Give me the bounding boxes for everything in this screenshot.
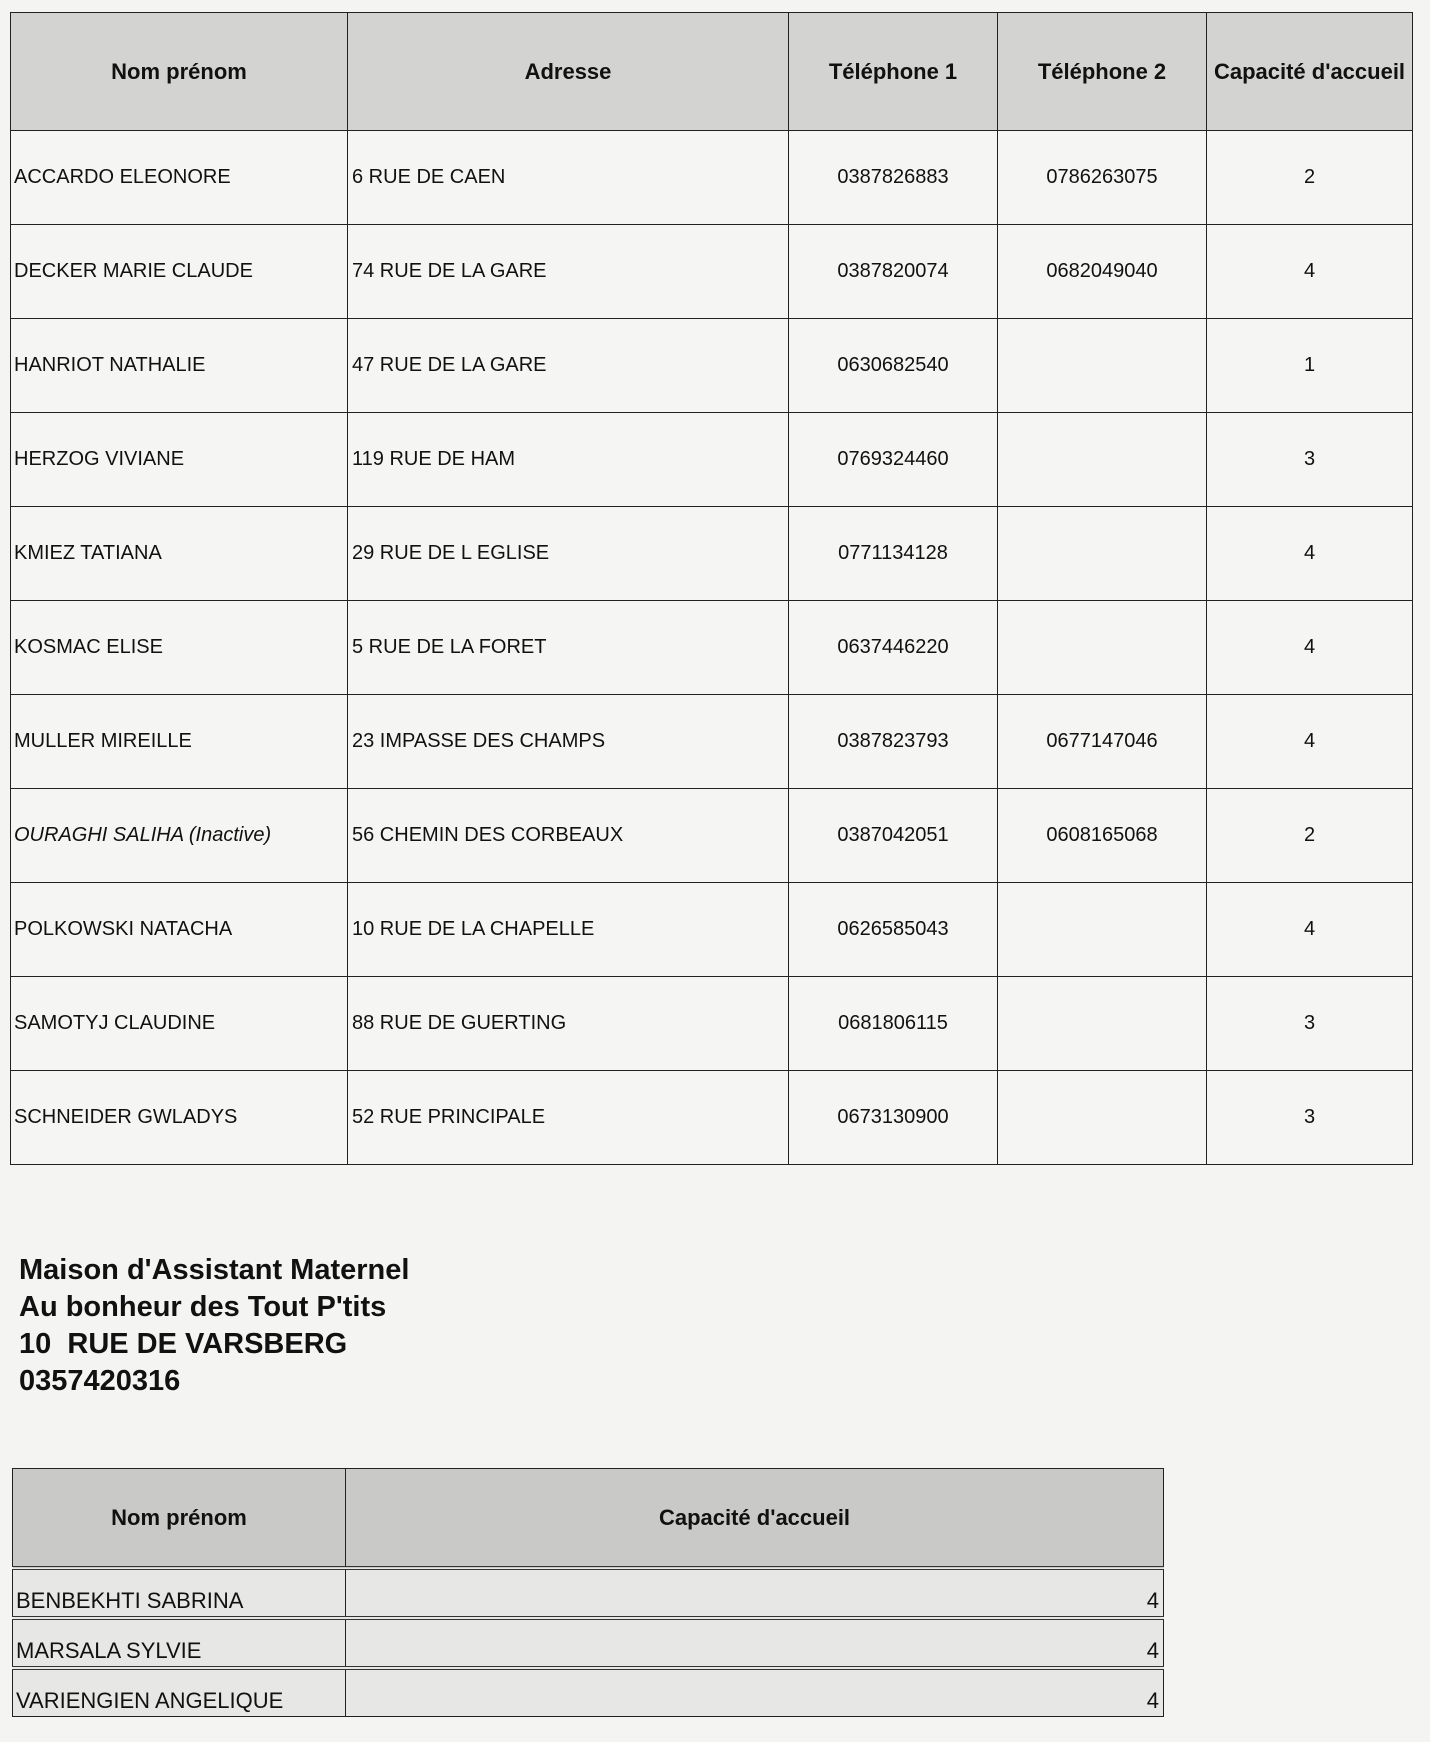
table-row: [11, 413, 1413, 507]
table-row: [11, 507, 1413, 601]
mam-title: Maison d'Assistant Maternel: [19, 1254, 410, 1286]
cell-phone-2: [998, 319, 1207, 413]
cell-address: 29 RUE DE L EGLISE: [348, 507, 789, 601]
cell-address: 5 RUE DE LA FORET: [348, 601, 789, 695]
mam-heading: [19, 1252, 409, 1400]
table-row: [11, 977, 1413, 1071]
mam-name: Au bonheur des Tout P'tits: [19, 1291, 387, 1323]
cell-capacity: 2: [1207, 789, 1413, 883]
cell-capacity: 4: [346, 1568, 1164, 1618]
cell-name: SCHNEIDER GWLADYS: [11, 1071, 348, 1165]
cell-name: KOSMAC ELISE: [11, 601, 348, 695]
cell-phone-1: 0387823793: [789, 695, 998, 789]
cell-phone-1: 0769324460: [789, 413, 998, 507]
cell-capacity: 1: [1207, 319, 1413, 413]
table-row: [13, 1568, 1164, 1618]
cell-address: 56 CHEMIN DES CORBEAUX: [348, 789, 789, 883]
cell-address: 88 RUE DE GUERTING: [348, 977, 789, 1071]
table-row: [11, 601, 1413, 695]
cell-capacity: 4: [346, 1618, 1164, 1668]
cell-phone-2: [998, 977, 1207, 1071]
cell-name: ACCARDO ELEONORE: [11, 131, 348, 225]
cell-capacity: 4: [1207, 883, 1413, 977]
cell-address: 23 IMPASSE DES CHAMPS: [348, 695, 789, 789]
cell-phone-2: 0786263075: [998, 131, 1207, 225]
cell-phone-2: 0677147046: [998, 695, 1207, 789]
table-row: [11, 319, 1413, 413]
cell-phone-1: 0771134128: [789, 507, 998, 601]
header-name: Nom prénom: [13, 1469, 346, 1569]
table-header-row: [13, 1469, 1164, 1569]
mam-phone: 0357420316: [19, 1365, 181, 1397]
table-row: [11, 883, 1413, 977]
cell-capacity: 4: [1207, 601, 1413, 695]
cell-name: MARSALA SYLVIE: [13, 1618, 346, 1668]
mam-address: 10 RUE DE VARSBERG: [19, 1328, 348, 1360]
cell-name: KMIEZ TATIANA: [11, 507, 348, 601]
cell-phone-1: 0673130900: [789, 1071, 998, 1165]
cell-address: 74 RUE DE LA GARE: [348, 225, 789, 319]
table-row: [11, 225, 1413, 319]
table-row: [11, 789, 1413, 883]
header-phone-2: Téléphone 2: [998, 13, 1207, 131]
cell-phone-2: [998, 507, 1207, 601]
cell-capacity: 3: [1207, 977, 1413, 1071]
cell-phone-1: 0630682540: [789, 319, 998, 413]
cell-phone-1: 0637446220: [789, 601, 998, 695]
mam-table: [12, 1468, 1164, 1717]
cell-name: HANRIOT NATHALIE: [11, 319, 348, 413]
cell-capacity: 4: [1207, 695, 1413, 789]
cell-name: MULLER MIREILLE: [11, 695, 348, 789]
cell-name: DECKER MARIE CLAUDE: [11, 225, 348, 319]
cell-name: SAMOTYJ CLAUDINE: [11, 977, 348, 1071]
cell-phone-2: [998, 1071, 1207, 1165]
cell-name: OURAGHI SALIHA (Inactive): [11, 789, 348, 883]
cell-name: POLKOWSKI NATACHA: [11, 883, 348, 977]
cell-address: 10 RUE DE LA CHAPELLE: [348, 883, 789, 977]
cell-address: 119 RUE DE HAM: [348, 413, 789, 507]
cell-name: BENBEKHTI SABRINA: [13, 1568, 346, 1618]
header-capacity: Capacité d'accueil: [1207, 13, 1413, 131]
table-row: [11, 1071, 1413, 1165]
cell-phone-2: [998, 413, 1207, 507]
table-row: [11, 131, 1413, 225]
cell-name: HERZOG VIVIANE: [11, 413, 348, 507]
header-name: Nom prénom: [11, 13, 348, 131]
cell-capacity: 4: [1207, 225, 1413, 319]
cell-address: 52 RUE PRINCIPALE: [348, 1071, 789, 1165]
cell-capacity: 4: [346, 1668, 1164, 1717]
cell-phone-1: 0387820074: [789, 225, 998, 319]
cell-address: 6 RUE DE CAEN: [348, 131, 789, 225]
cell-phone-2: [998, 601, 1207, 695]
header-address: Adresse: [348, 13, 789, 131]
cell-phone-1: 0387042051: [789, 789, 998, 883]
cell-capacity: 3: [1207, 1071, 1413, 1165]
cell-phone-1: 0681806115: [789, 977, 998, 1071]
cell-address: 47 RUE DE LA GARE: [348, 319, 789, 413]
table-header-row: [11, 13, 1413, 131]
cell-phone-2: [998, 883, 1207, 977]
cell-name: VARIENGIEN ANGELIQUE: [13, 1668, 346, 1717]
assistants-table: [10, 12, 1413, 1165]
cell-phone-1: 0387826883: [789, 131, 998, 225]
cell-capacity: 3: [1207, 413, 1413, 507]
table-row: [11, 695, 1413, 789]
cell-capacity: 2: [1207, 131, 1413, 225]
table-row: [13, 1618, 1164, 1668]
header-capacity: Capacité d'accueil: [346, 1469, 1164, 1569]
cell-phone-1: 0626585043: [789, 883, 998, 977]
table-row: [13, 1668, 1164, 1717]
cell-phone-2: 0608165068: [998, 789, 1207, 883]
header-phone-1: Téléphone 1: [789, 13, 998, 131]
cell-phone-2: 0682049040: [998, 225, 1207, 319]
cell-capacity: 4: [1207, 507, 1413, 601]
